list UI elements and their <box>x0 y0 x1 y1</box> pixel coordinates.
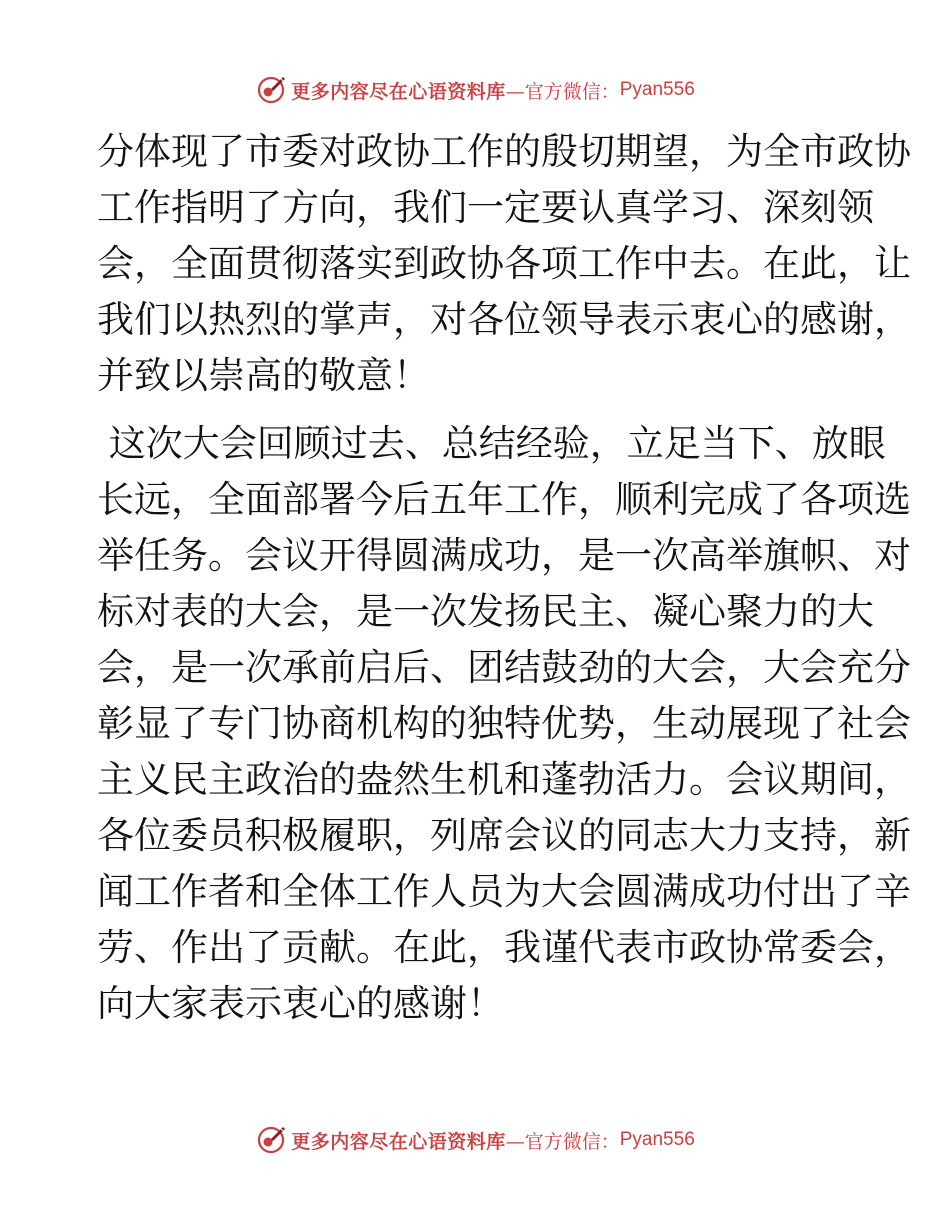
text-line: 长远，全面部署今后五年工作，顺利完成了各项选 <box>97 478 911 521</box>
paragraph-2 <box>97 416 911 1032</box>
text-line: 会，全面贯彻落实到政协各项工作中去。在此，让 <box>97 242 911 285</box>
text-line: 我们以热烈的掌声，对各位领导表示衷心的感谢， <box>97 298 911 341</box>
text-line: 各位委员积极履职，列席会议的同志大力支持，新 <box>97 814 911 857</box>
footer-banner-contact: —官方微信： <box>505 1130 620 1153</box>
header-banner-text: 更多内容尽在心语资料库 <box>291 80 506 103</box>
header-banner <box>0 68 950 112</box>
text-line: 分体现了市委对政协工作的殷切期望，为全市政协 <box>97 130 911 173</box>
text-line: 会，是一次承前启后、团结鼓劲的大会，大会充分 <box>97 646 911 689</box>
text-line: 彰显了专门协商机构的独特优势，生动展现了社会 <box>97 702 911 745</box>
text-line: 举任务。会议开得圆满成功，是一次高举旗帜、对 <box>97 534 911 577</box>
text-line: 并致以崇高的敬意！ <box>97 354 430 397</box>
header-banner-id: Pyan556 <box>619 79 695 100</box>
paragraph-1 <box>97 124 911 404</box>
text-line: 劳、作出了贡献。在此，我谨代表市政协常委会， <box>97 926 911 969</box>
header-banner-contact: —官方微信： <box>505 80 620 103</box>
paragraph-spacer <box>97 404 853 416</box>
text-line: 标对表的大会，是一次发扬民主、凝心聚力的大 <box>97 590 874 633</box>
text-line: 闻工作者和全体工作人员为大会圆满成功付出了辛 <box>97 870 911 913</box>
quill-logo-icon <box>255 1124 287 1156</box>
text-line: 向大家表示衷心的感谢！ <box>97 982 504 1025</box>
text-line: 工作指明了方向，我们一定要认真学习、深刻领 <box>97 186 874 229</box>
text-line: 这次大会回顾过去、总结经验，立足当下、放眼 <box>97 422 886 465</box>
footer-banner-text: 更多内容尽在心语资料库 <box>291 1130 506 1153</box>
footer-banner <box>0 1118 950 1162</box>
document-body <box>97 124 911 1032</box>
text-line: 主义民主政治的盎然生机和蓬勃活力。会议期间， <box>97 758 911 801</box>
footer-banner-id: Pyan556 <box>619 1129 695 1150</box>
quill-logo-icon <box>255 74 287 106</box>
